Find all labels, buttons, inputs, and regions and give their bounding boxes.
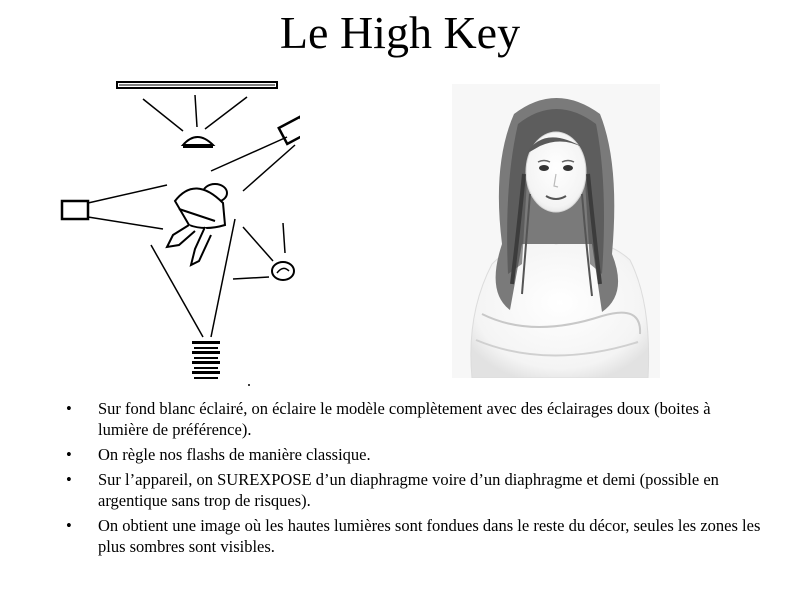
bullet-text: Sur fond blanc éclairé, on éclaire le modèle complètement avec des éclairages doux (boites à lumière de préférence). — [98, 399, 711, 439]
background-light-bar — [117, 82, 277, 88]
bullet-text: On règle nos flashs de manière classique. — [98, 445, 371, 464]
list-item — [62, 444, 762, 465]
bullet-icon: • — [66, 445, 72, 464]
camera-icon — [192, 341, 220, 379]
bullet-icon: • — [66, 516, 72, 535]
softbox-left — [62, 185, 167, 229]
bullet-list — [62, 398, 762, 561]
background-flash — [183, 137, 213, 147]
softbox-right — [211, 117, 300, 191]
bullet-text: On obtient une image où les hautes lumières sont fondues dans le reste du décor, seules les zones les plus sombres sont visibles. — [98, 516, 761, 556]
list-item — [62, 469, 762, 511]
fill-flash — [233, 223, 294, 280]
list-item — [62, 398, 762, 440]
list-item — [62, 515, 762, 557]
model-figure — [167, 184, 227, 265]
portrait-photo — [452, 84, 660, 378]
lighting-diagram — [55, 75, 300, 390]
bullet-text: Sur l’appareil, on SUREXPOSE d’un diaphragme voire d’un diaphragme et demi (possible en argentique sans trop de risques). — [98, 470, 719, 510]
bullet-icon: • — [66, 399, 72, 418]
slide-title: Le High Key — [279, 7, 521, 58]
bullet-icon: • — [66, 470, 72, 489]
